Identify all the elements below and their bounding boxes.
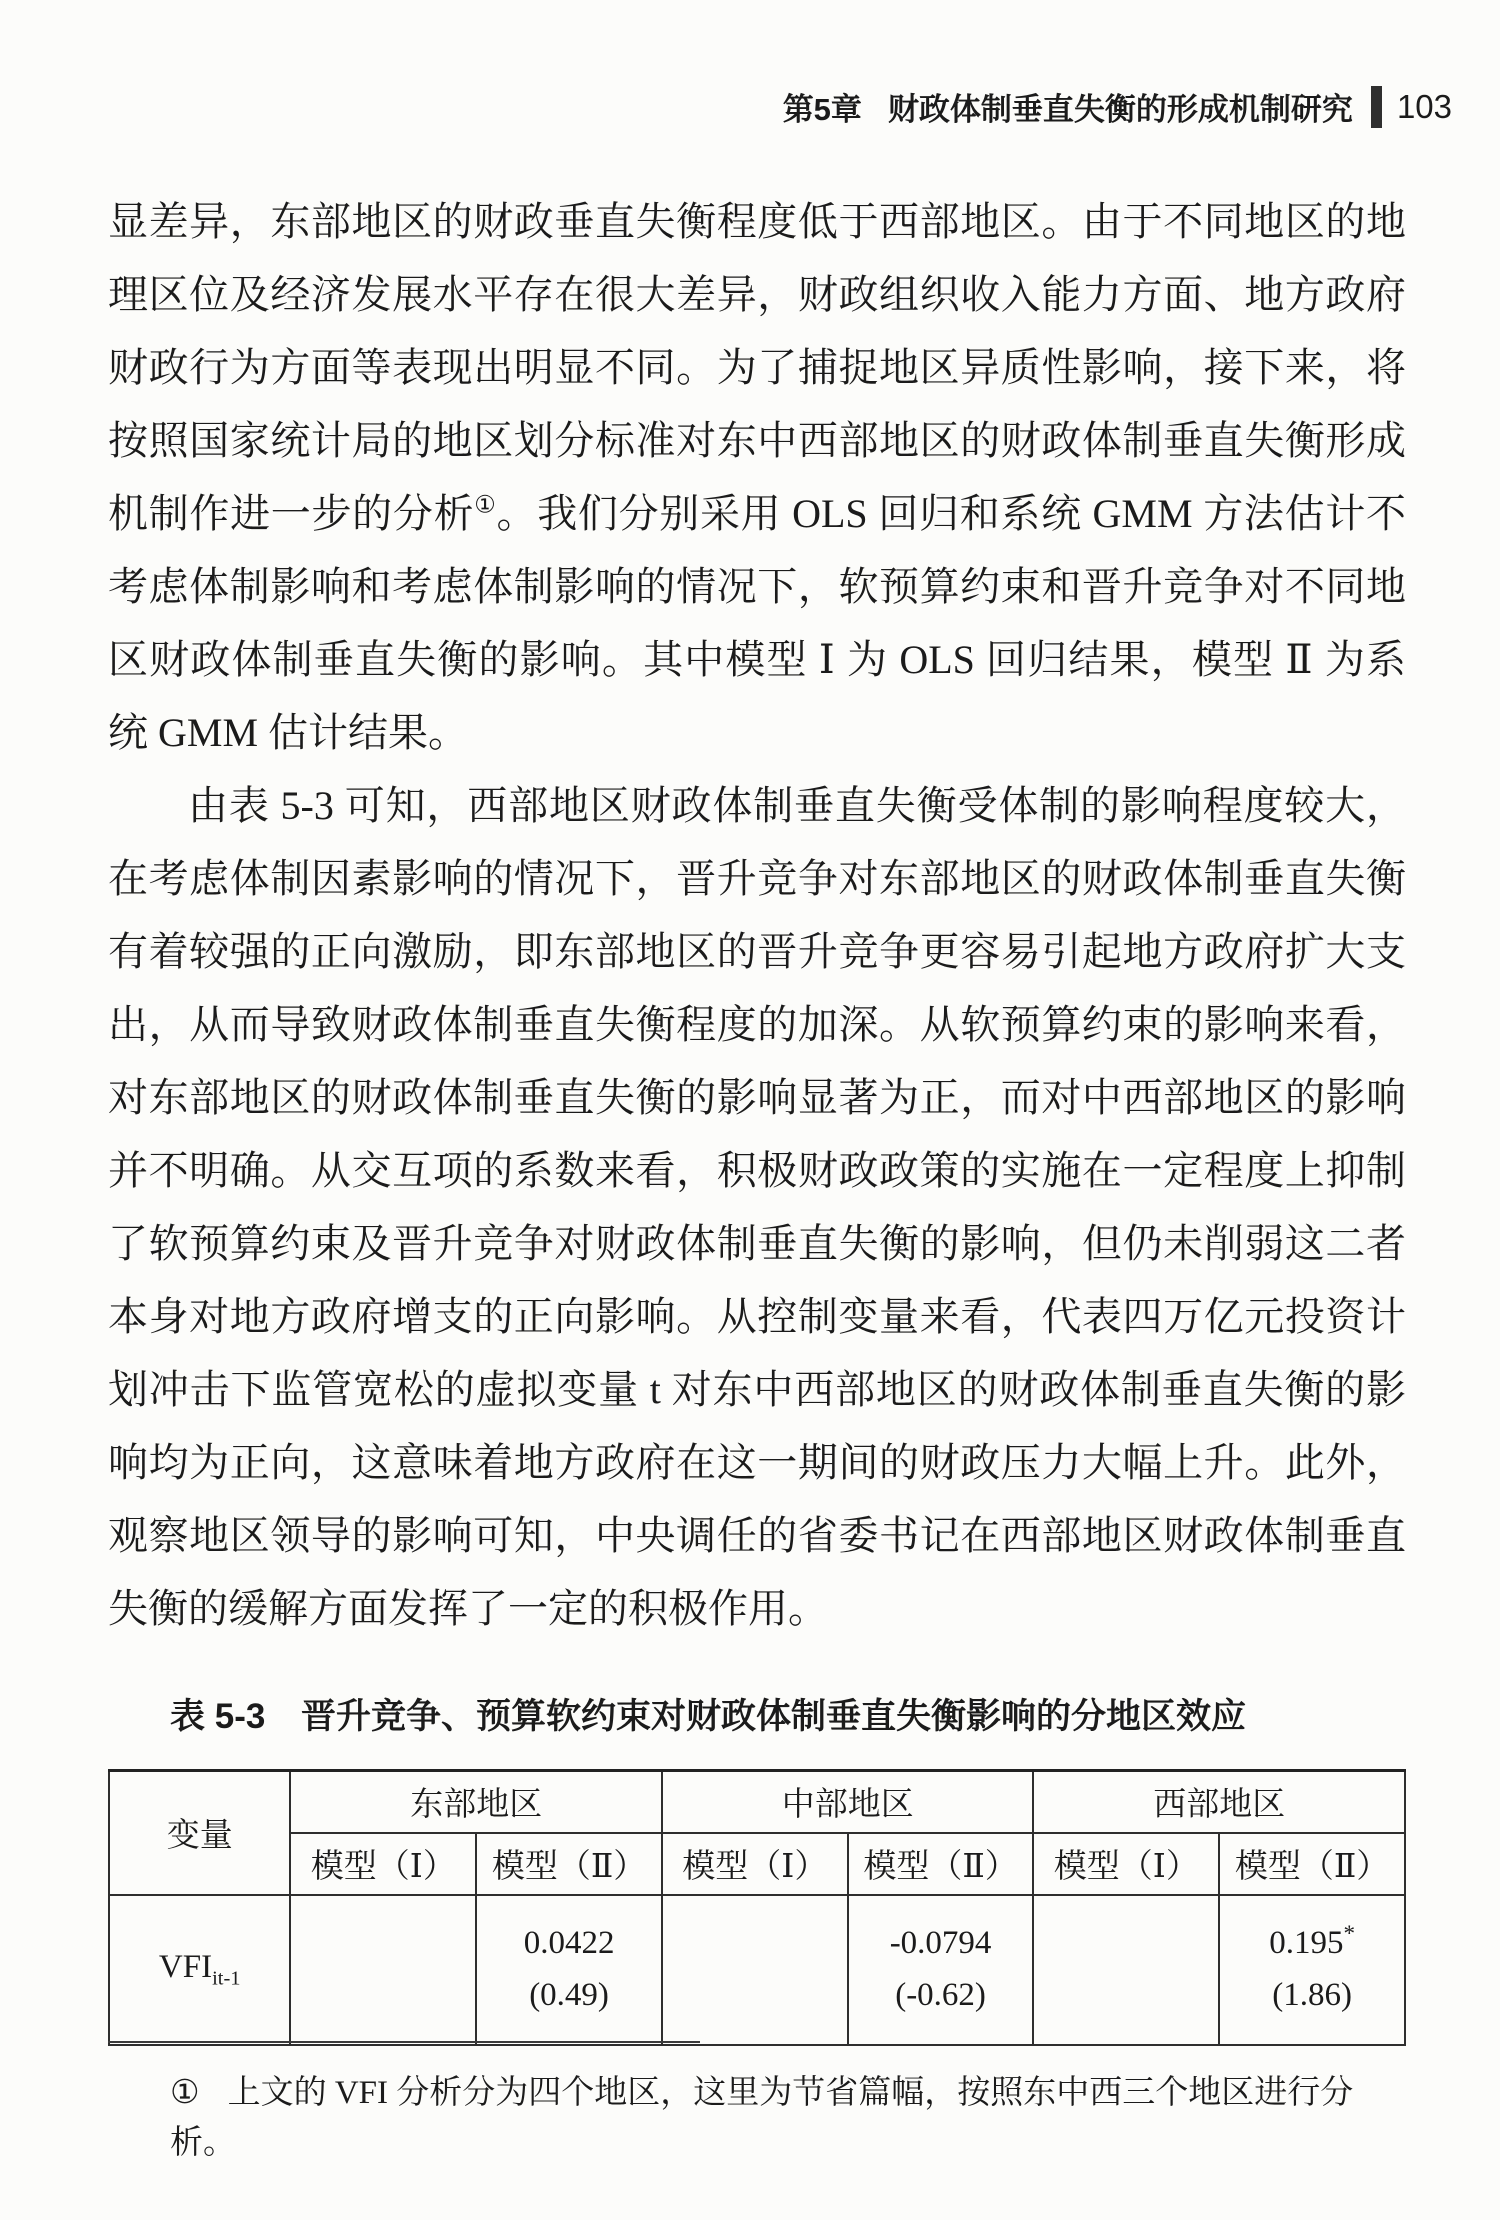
- table-header-central-model-2: 模型（Ⅱ）: [848, 1833, 1034, 1895]
- table-header-model-row: [109, 1833, 1405, 1895]
- coefficient-value: [481, 1918, 657, 1969]
- coefficient-value: [1224, 1918, 1400, 1969]
- table-header-region-west: 西部地区: [1033, 1771, 1405, 1833]
- page-footer: [108, 2041, 1406, 2168]
- variable-subscript: it-1: [212, 1967, 241, 1990]
- cell-east-model-1: [290, 1895, 476, 2045]
- footnote: [108, 2069, 1406, 2168]
- table-header-east-model-2: 模型（Ⅱ）: [476, 1833, 662, 1895]
- t-statistic: (0.49): [529, 1976, 609, 2013]
- cell-west-model-1: [1033, 1895, 1219, 2045]
- t-statistic: (-0.62): [895, 1976, 986, 2013]
- paragraph-1: [108, 185, 1406, 769]
- table-header-west-model-2: 模型（Ⅱ）: [1219, 1833, 1405, 1895]
- table-header-west-model-1: 模型（Ⅰ）: [1033, 1833, 1219, 1895]
- cell-central-model-2: [848, 1895, 1034, 2045]
- table-header-central-model-1: 模型（Ⅰ）: [662, 1833, 848, 1895]
- table-header-east-model-1: 模型（Ⅰ）: [290, 1833, 476, 1895]
- significance-star: *: [1343, 1920, 1355, 1947]
- table-caption: [108, 1689, 1406, 1739]
- paragraph-1-text-continued: 。我们分别采用 OLS 回归和系统 GMM 方法估计不考虑体制影响和考虑体制影响的情况下，软预算约束和晋升竞争对不同地区财政体制垂直失衡的影响。其中模型 Ⅰ 为 OLS 回归结果，模型 Ⅱ 为系统 GMM 估计结果。: [108, 491, 1407, 755]
- coefficient-value: [853, 1918, 1029, 1969]
- cell-west-model-2: [1219, 1895, 1405, 2045]
- header-divider-bar: [1371, 86, 1382, 128]
- t-statistic: (1.86): [1272, 1976, 1352, 2013]
- table-header-region-east: 东部地区: [290, 1771, 662, 1833]
- footnote-separator-rule: [108, 2041, 700, 2043]
- coefficient-number: -0.0794: [889, 1925, 992, 1962]
- chapter-title: 财政体制垂直失衡的形成机制研究: [887, 92, 1353, 127]
- footnote-text: 上文的 VFI 分析分为四个地区，这里为节省篇幅，按照东中西三个地区进行分析。: [170, 2075, 1354, 2161]
- paragraph-2: 由表 5-3 可知，西部地区财政体制垂直失衡受体制的影响程度较大，在考虑体制因素影响的情况下，晋升竞争对东部地区的财政体制垂直失衡有着较强的正向激励，即东部地区的晋升竞争更容易引起地方政府扩大支出，从而导致财政体制垂直失衡程度的加深。从软预算约束的影响来看，对东部地区的财政体制垂直失衡的影响显著为正，而对中西部地区的影响并不明确。从交互项的系数来看，积极财政政策的实施在一定程度上抑制了软预算约束及晋升竞争对财政体制垂直失衡的影响，但仍未削弱这二者本身对地方政府增支的正向影响。从控制变量来看，代表四万亿元投资计划冲击下监管宽松的虚拟变量 t 对东中西部地区的财政体制垂直失衡的影响均为正向，这意味着地方政府在这一期间的财政压力大幅上升。此外，观察地区领导的影响可知，中央调任的省委书记在西部地区财政体制垂直失衡的缓解方面发挥了一定的积极作用。: [108, 783, 1406, 1631]
- cell-central-model-1: [662, 1895, 848, 2045]
- page-number: 103: [1396, 87, 1452, 125]
- table-header-region-row: [109, 1771, 1405, 1833]
- table-header-variable: 变量: [109, 1771, 290, 1895]
- table-caption-text: 晋升竞争、预算软约束对财政体制垂直失衡影响的分地区效应: [301, 1697, 1247, 1736]
- variable-base: VFI: [158, 1948, 213, 1985]
- cell-east-model-2: [476, 1895, 662, 2045]
- table-header-region-central: 中部地区: [662, 1771, 1034, 1833]
- page-header: [108, 0, 1452, 129]
- table-caption-label: 表 5-3: [170, 1697, 266, 1736]
- chapter-label: 第5章: [782, 92, 862, 127]
- regression-results-table: [108, 1769, 1406, 2046]
- footnote-marker: ①: [170, 2075, 200, 2111]
- paragraph-1-text: 显差异，东部地区的财政垂直失衡程度低于西部地区。由于不同地区的地理区位及经济发展水平存在很大差异，财政组织收入能力方面、地方政府财政行为方面等表现出明显不同。为了捕捉地区异质性影响，接下来，将按照国家统计局的地区划分标准对东中西部地区的财政体制垂直失衡形成机制作进一步的分析: [108, 199, 1406, 536]
- variable-name-cell: [109, 1895, 290, 2045]
- body-content: [108, 185, 1406, 1645]
- table-row-vfi-lag: [109, 1895, 1405, 2045]
- footnote-reference-mark: ①: [474, 492, 497, 519]
- coefficient-number: 0.0422: [523, 1925, 615, 1962]
- coefficient-number: 0.195: [1269, 1925, 1344, 1962]
